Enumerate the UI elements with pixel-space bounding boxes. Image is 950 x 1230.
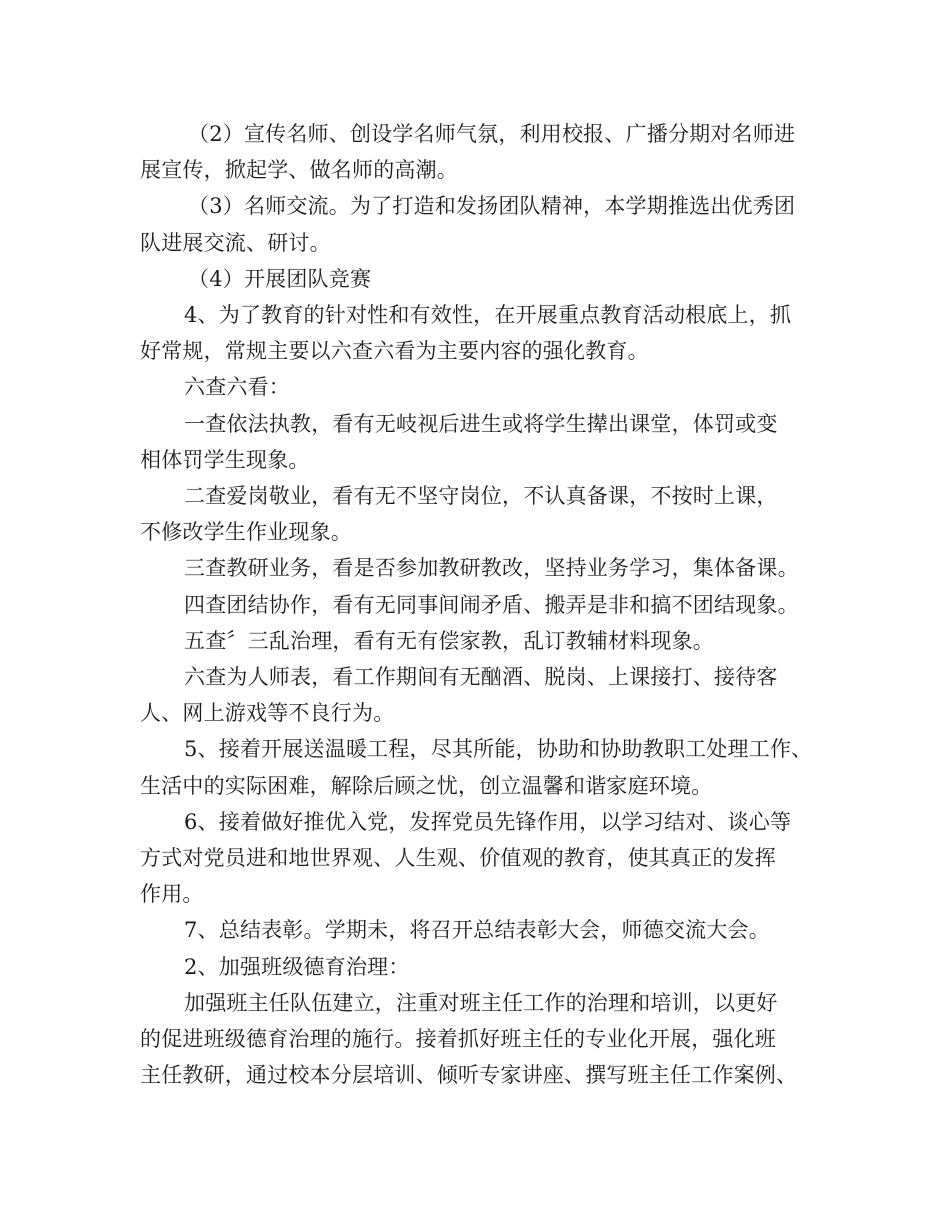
paragraph-item-4 [140,297,820,369]
text-line: （4）开展团队竞赛 [188,266,372,291]
text-line: 六查为人师表，看工作期间有无酗酒、脱岗、上课接打、接待客 [184,665,778,690]
text-line: 7、总结表彰。学期未，将召开总结表彰大会，师德交流大会。 [184,918,770,943]
text-line: 生活中的实际困难，解除后顾之忧，创立温馨和谐家庭环境。 [140,773,713,798]
paragraph-item-5 [140,731,820,803]
text-line: 好常规，常规主要以六查六看为主要内容的强化教育。 [140,339,649,364]
text-line: 二查爱岗敬业，看有无不坚守岗位，不认真备课，不按时上课， [184,484,778,509]
text-line: 4、为了教育的针对性和有效性，在开展重点教育活动根底上，抓 [184,303,792,328]
text-line: （2）宣传名师、创设学名师气氛，利用校报、广播分期对名师进 [188,122,796,146]
text-line: （3）名师交流。为了打造和发扬团队精神，本学期推选出优秀团 [188,194,796,219]
paragraph-check-4 [140,587,820,623]
text-line: 方式对党员进和地世界观、人生观、价值观的教育，使其真正的发挥 [140,846,776,871]
text-line: 相体罚学生现象。 [140,447,310,472]
text-line: 加强班主任队伍建立，注重对班主任工作的治理和培训，以更好 [184,990,778,1015]
document-body [140,116,820,1093]
paragraph-team-competition [140,261,820,297]
text-line: 作用。 [140,882,204,907]
paragraph-famous-teacher-exchange [140,188,820,260]
paragraph-check-1 [140,406,820,478]
text-line: 人、网上游戏等不良行为。 [140,701,395,726]
paragraph-check-6 [140,659,820,731]
paragraph-item-6 [140,804,820,913]
text-line: 5、接着开展送温暖工程，尽其所能，协助和协助教职工处理工作、 [184,737,813,762]
text-line: 三查教研业务，看是否参加教研教改，坚持业务学习，集体备课。 [184,556,799,581]
paragraph-class-teacher-training [140,985,820,1094]
text-line: 不修改学生作业现象。 [140,520,352,545]
paragraph-check-2 [140,478,820,550]
text-line: 五查〞三乱治理，看有无有偿家教，乱订教辅材料现象。 [184,628,714,653]
paragraph-check-3 [140,550,820,586]
text-line: 主任教研，通过校本分层培训、倾听专家讲座、撰写班主任工作案例、 [140,1063,798,1088]
paragraph-six-checks-heading [140,369,820,405]
paragraph-check-5 [140,623,820,659]
text-line: 的促进班级德育治理的施行。接着抓好班主任的专业化开展，强化班 [140,1027,776,1052]
text-line: 队进展交流、研讨。 [140,230,331,255]
paragraph-item-7 [140,912,820,948]
text-line: 展宣传，掀起学、做名师的高潮。 [140,158,458,183]
paragraph-famous-teacher-promotion [140,116,820,188]
text-line: 一查依法执教，看有无岐视后进生或将学生撵出课堂，体罚或变 [184,411,778,436]
text-line: 2、加强班级德育治理： [184,954,410,979]
text-line: 四查团结协作，看有无同事间闹矛盾、搬弄是非和搞不团结现象。 [184,592,799,617]
paragraph-section-2-heading [140,949,820,985]
text-line: 六查六看： [184,375,290,400]
text-line: 6、接着做好推优入党，发挥党员先锋作用，以学习结对、谈心等 [184,809,792,834]
